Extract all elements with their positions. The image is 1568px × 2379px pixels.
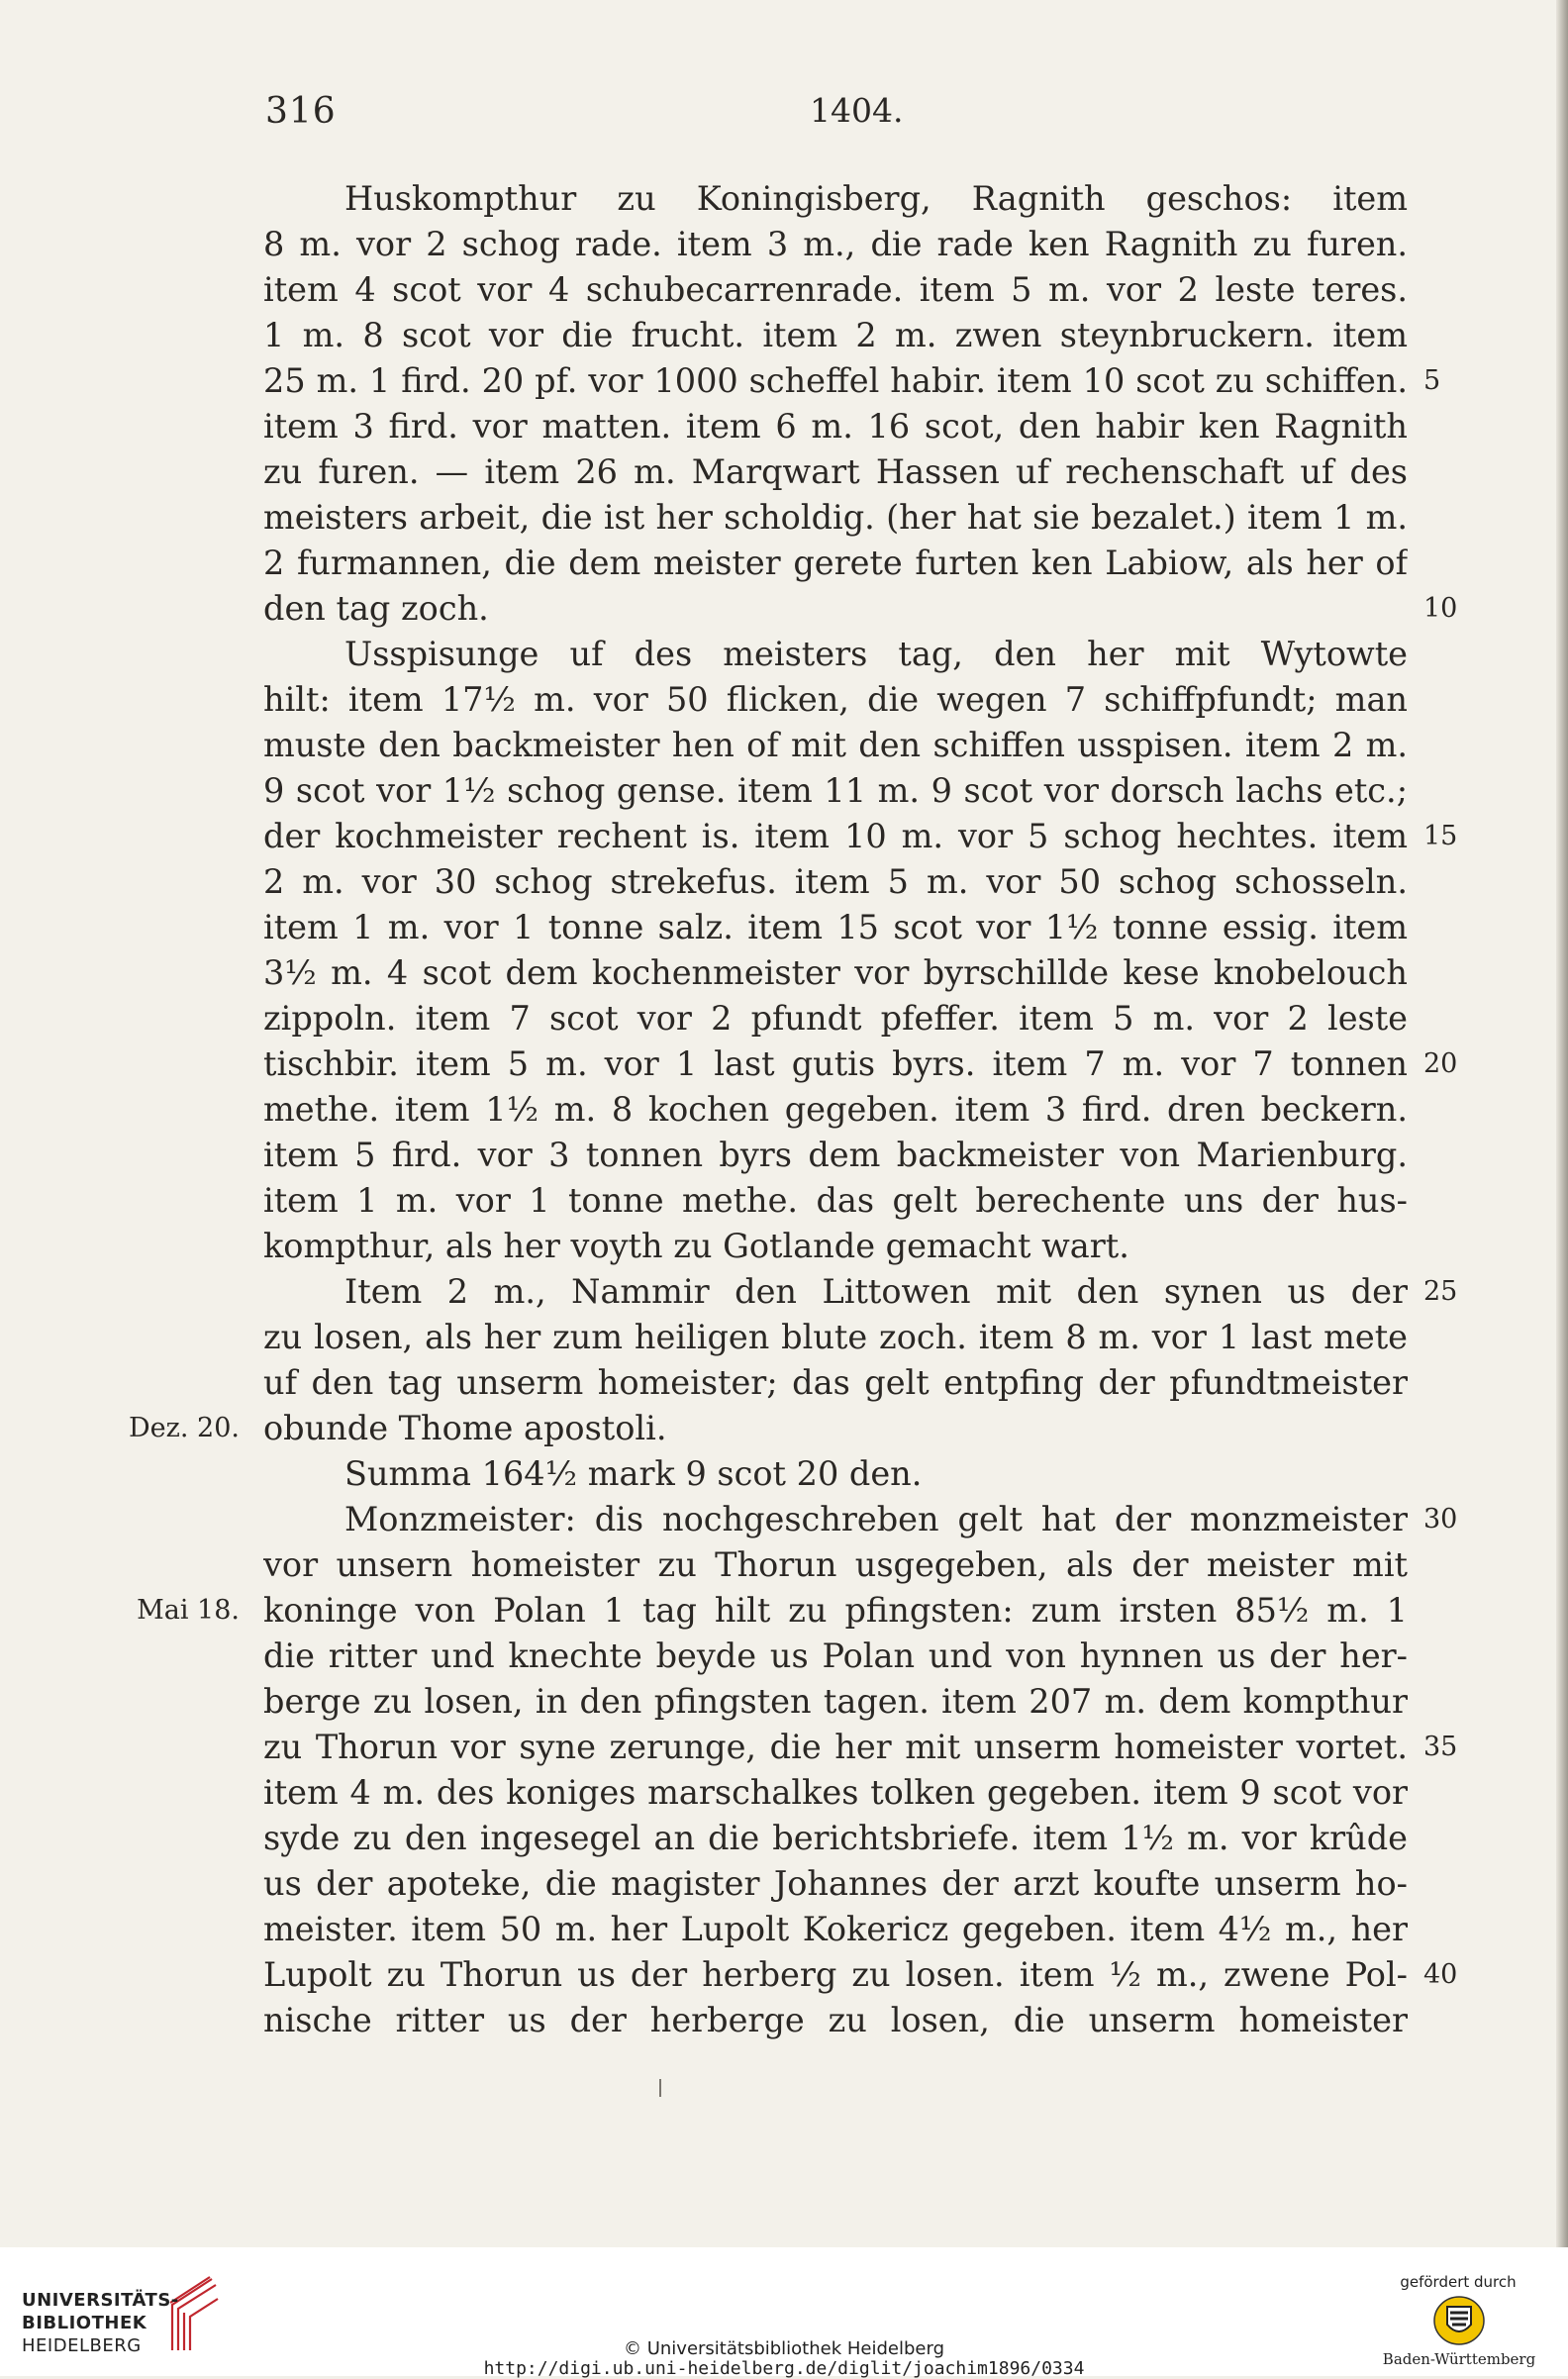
- text-line: [263, 1087, 1408, 1133]
- line-text: 1 m. 8 scot vor die frucht. item 2 m. zwen steynbruckern. item: [263, 316, 1408, 354]
- library-line-3: HEIDELBERG: [22, 2335, 142, 2356]
- text-line: [263, 541, 1408, 586]
- text-line: [263, 222, 1408, 267]
- line-number: 35: [1423, 1732, 1458, 1762]
- text-line: [137, 1588, 1408, 1634]
- line-text: die ritter und knechte beyde us Polan und von hynnen us der her-: [263, 1636, 1408, 1675]
- line-text: 8 m. vor 2 schog rade. item 3 m., die rade ken Ragnith zu furen.: [263, 225, 1408, 263]
- line-text: berge zu losen, in den pfingsten tagen. item 207 m. dem kompthur: [263, 1682, 1408, 1721]
- text-line: [263, 1178, 1408, 1224]
- page-edge-shadow: [1556, 0, 1568, 2247]
- line-text: 3½ m. 4 scot dem kochenmeister vor byrschillde kese knobelouch: [263, 953, 1408, 992]
- text-line: [263, 586, 1458, 632]
- line-text: obunde Thome apostoli.: [263, 1409, 667, 1447]
- page-number: 316: [265, 91, 337, 132]
- line-text: 9 scot vor 1½ schog gense. item 11 m. 9 scot vor dorsch lachs etc.;: [263, 771, 1408, 810]
- line-text: Item 2 m., Nammir den Littowen mit den synen us der: [344, 1272, 1408, 1311]
- text-line: [263, 1269, 1458, 1315]
- line-text: 2 m. vor 30 schog strekefus. item 5 m. vor 50 schog schosseln.: [263, 862, 1408, 901]
- line-number: 10: [1423, 593, 1458, 624]
- text-line: [263, 814, 1458, 859]
- line-text: hilt: item 17½ m. vor 50 flicken, die wegen 7 schiffpfundt; man: [263, 680, 1408, 719]
- line-text: Usspisunge uf des meisters tag, den her mit Wytowte: [344, 635, 1408, 673]
- viewer-footer: [0, 2247, 1568, 2379]
- text-line: [263, 768, 1408, 814]
- running-head-year: 1404.: [810, 91, 904, 130]
- text-line: [263, 267, 1408, 313]
- line-text: uf den tag unserm homeister; das gelt entpfing der pfundtmeister: [263, 1363, 1408, 1402]
- text-line: [263, 1315, 1408, 1360]
- text-line: [263, 859, 1408, 905]
- text-line: [263, 176, 1408, 222]
- line-text: syde zu den ingesegel an die berichtsbriefe. item 1½ m. vor krûde: [263, 1819, 1408, 1857]
- line-text: zippoln. item 7 scot vor 2 pfundt pfeffer. item 5 m. vor 2 leste: [263, 999, 1408, 1038]
- funder-name: Baden-Württemberg: [1382, 2350, 1536, 2368]
- line-text: der kochmeister rechent is. item 10 m. vor 5 schog hechtes. item: [263, 817, 1408, 855]
- line-number: 5: [1423, 365, 1441, 396]
- text-line: [263, 905, 1408, 950]
- margin-date-note: Mai 18.: [137, 1595, 240, 1626]
- line-text: methe. item 1½ m. 8 kochen gegeben. item 3 fird. dren beckern.: [263, 1090, 1408, 1129]
- text-line: [263, 1952, 1458, 1998]
- line-text: item 3 fird. vor matten. item 6 m. 16 scot, den habir ken Ragnith: [263, 407, 1408, 446]
- line-number: 15: [1423, 821, 1458, 851]
- line-text: den tag zoch.: [263, 589, 489, 628]
- line-text: zu Thorun vor syne zerunge, die her mit unserm homeister vortet.: [263, 1728, 1408, 1766]
- text-line: [263, 1224, 1408, 1269]
- line-text: item 4 scot vor 4 schubecarrenrade. item 5 m. vor 2 leste teres.: [263, 270, 1408, 309]
- library-line-1: UNIVERSITÄTS-: [22, 2290, 179, 2311]
- text-line: [263, 1679, 1408, 1725]
- body-text: [129, 176, 1458, 2043]
- text-line: [263, 1542, 1408, 1588]
- text-line: [263, 1861, 1408, 1907]
- text-line: [263, 449, 1408, 495]
- line-text: 25 m. 1 fird. 20 pf. vor 1000 scheffel habir. item 10 scot zu schiffen.: [263, 361, 1408, 400]
- text-line: [263, 1907, 1408, 1952]
- text-line: [263, 1634, 1408, 1679]
- line-text: Lupolt zu Thorun us der herberg zu losen. item ½ m., zwene Pol-: [263, 1955, 1408, 1994]
- line-text: meister. item 50 m. her Lupolt Kokericz gegeben. item 4½ m., her: [263, 1910, 1408, 1948]
- line-text: 2 furmannen, die dem meister gerete furten ken Labiow, als her of: [263, 544, 1408, 582]
- text-line: [263, 723, 1408, 768]
- line-number: 30: [1423, 1504, 1458, 1535]
- text-line: [263, 996, 1408, 1041]
- margin-date-note: Dez. 20.: [129, 1413, 240, 1443]
- line-number: 25: [1423, 1276, 1458, 1307]
- line-text: muste den backmeister hen of mit den schiffen usspisen. item 2 m.: [263, 726, 1408, 764]
- line-text: koninge von Polan 1 tag hilt zu pfingsten: zum irsten 85½ m. 1: [263, 1591, 1408, 1630]
- line-text: zu losen, als her zum heiligen blute zoch. item 8 m. vor 1 last mete: [263, 1318, 1408, 1356]
- line-text: item 1 m. vor 1 tonne methe. das gelt berechente uns der hus-: [263, 1181, 1408, 1220]
- copyright-notice: © Universitätsbibliothek Heidelberg: [623, 2338, 944, 2359]
- line-text: Summa 164½ mark 9 scot 20 den.: [344, 1454, 923, 1493]
- line-text: tischbir. item 5 m. vor 1 last gutis byrs. item 7 m. vor 7 tonnen: [263, 1044, 1408, 1083]
- line-text: meisters arbeit, die ist her scholdig. (her hat sie bezalet.) item 1 m.: [263, 498, 1408, 537]
- text-line: [129, 1406, 1408, 1451]
- line-text: item 5 fird. vor 3 tonnen byrs dem backmeister von Marienburg.: [263, 1136, 1408, 1174]
- line-text: vor unsern homeister zu Thorun usgegeben, als der meister mit: [263, 1545, 1408, 1584]
- text-line: [263, 1360, 1408, 1406]
- line-text: nische ritter us der herberge zu losen, die unserm homeister: [263, 2001, 1408, 2039]
- text-line: [263, 1998, 1408, 2043]
- line-number: 20: [1423, 1048, 1458, 1079]
- text-line: [263, 495, 1408, 541]
- text-line: [263, 632, 1408, 677]
- line-text: kompthur, als her voyth zu Gotlande gemacht wart.: [263, 1227, 1129, 1265]
- text-line: [263, 1725, 1458, 1770]
- text-line: [263, 404, 1408, 449]
- funded-by-label: gefördert durch: [1400, 2273, 1517, 2291]
- text-line: [263, 1497, 1458, 1542]
- text-line: [263, 1451, 1408, 1497]
- line-number: 40: [1423, 1959, 1458, 1990]
- text-line: [263, 1041, 1458, 1087]
- line-text: Monzmeister: dis nochgeschreben gelt hat der monzmeister: [344, 1500, 1408, 1538]
- text-line: [263, 1133, 1408, 1178]
- text-line: [263, 677, 1408, 723]
- line-text: Huskompthur zu Koningisberg, Ragnith geschos: item: [344, 179, 1408, 218]
- permalink[interactable]: http://digi.ub.uni-heidelberg.de/diglit/joachim1896/0334: [483, 2358, 1085, 2379]
- text-line: [263, 313, 1408, 358]
- library-line-2: BIBLIOTHEK: [22, 2313, 147, 2333]
- text-line: [263, 950, 1408, 996]
- line-text: item 1 m. vor 1 tonne salz. item 15 scot vor 1½ tonne essig. item: [263, 908, 1408, 946]
- line-text: zu furen. — item 26 m. Marqwart Hassen uf rechenschaft uf des: [263, 452, 1408, 491]
- line-text: item 4 m. des koniges marschalkes tolken gegeben. item 9 scot vor: [263, 1773, 1408, 1812]
- text-line: [263, 358, 1441, 404]
- scan-mark: [659, 2079, 661, 2097]
- text-line: [263, 1770, 1408, 1816]
- state-crest-icon: [1432, 2295, 1486, 2346]
- text-line: [263, 1816, 1408, 1861]
- page-header: [0, 91, 1568, 131]
- line-text: us der apoteke, die magister Johannes der arzt koufte unserm ho-: [263, 1864, 1408, 1903]
